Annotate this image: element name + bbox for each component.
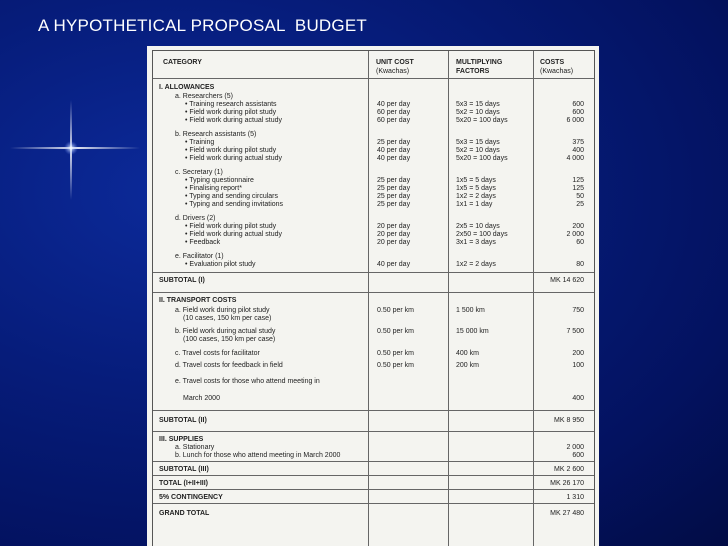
row-factor: 1x2 = 2 days (456, 193, 496, 200)
row-label: • Field work during pilot study (185, 147, 277, 154)
header-unit-cost: UNIT COST (376, 59, 414, 66)
row-unit-cost: 0.50 per km (377, 350, 414, 357)
row-divider (153, 461, 594, 462)
row-divider (153, 475, 594, 476)
row-factor: 5x3 = 15 days (456, 139, 500, 146)
row-label: d. Drivers (2) (175, 215, 216, 222)
row-cost: 80 (576, 261, 584, 268)
row-divider (153, 292, 594, 293)
row-label: • Finalising report* (185, 185, 242, 192)
row-cost: 400 (572, 395, 584, 402)
row-factor: 5x20 = 100 days (456, 155, 508, 162)
header-costs: COSTS (540, 59, 565, 66)
row-cost: 200 (572, 223, 584, 230)
row-label: • Typing and sending invitations (185, 201, 284, 208)
row-label: b. Field work during actual study (175, 328, 276, 335)
row-unit-cost: 0.50 per km (377, 307, 414, 314)
row-cost: 2 000 (566, 231, 584, 238)
row-cost: 2 000 (566, 444, 584, 451)
row-label: 5% CONTINGENCY (159, 494, 223, 501)
header-costs-sub: (Kwachas) (540, 68, 574, 75)
row-label: • Training research assistants (185, 101, 277, 108)
row-cost: MK 8 950 (554, 417, 584, 424)
row-cost: MK 26 170 (550, 480, 584, 487)
row-cost: 600 (572, 101, 584, 108)
row-unit-cost: 60 per day (377, 117, 411, 124)
row-cost: 600 (572, 109, 584, 116)
row-label: GRAND TOTAL (159, 510, 210, 517)
row-divider (153, 503, 594, 504)
row-unit-cost: 0.50 per km (377, 362, 414, 369)
row-label: • Field work during pilot study (185, 109, 277, 116)
row-label: b. Lunch for those who attend meeting in March 2000 (175, 452, 341, 459)
row-label: e. Facilitator (1) (175, 253, 224, 260)
column-divider (533, 51, 534, 546)
budget-document (147, 46, 599, 546)
row-factor: 2x50 = 100 days (456, 231, 508, 238)
row-cost: 4 000 (566, 155, 584, 162)
row-label: • Typing and sending circulars (185, 193, 278, 200)
row-factor: 5x3 = 15 days (456, 101, 500, 108)
row-label: c. Secretary (1) (175, 169, 223, 176)
row-cost: MK 14 620 (550, 277, 584, 284)
row-cost: 25 (576, 201, 584, 208)
header-multiplying: MULTIPLYING (456, 59, 503, 66)
row-label: a. Field work during pilot study (175, 307, 270, 314)
row-divider (153, 410, 594, 411)
row-factor: 400 km (456, 350, 479, 357)
row-cost: 400 (572, 147, 584, 154)
column-divider (368, 51, 369, 546)
row-cost: 375 (572, 139, 584, 146)
row-label: SUBTOTAL (I) (159, 277, 205, 284)
row-factor: 15 000 km (456, 328, 489, 335)
row-cost: 6 000 (566, 117, 584, 124)
row-unit-cost: 25 per day (377, 185, 411, 192)
header-divider (153, 78, 594, 79)
row-divider (153, 431, 594, 432)
row-label: a. Stationary (175, 444, 215, 451)
row-label: • Field work during actual study (185, 117, 282, 124)
row-unit-cost: 0.50 per km (377, 328, 414, 335)
row-cost: 100 (572, 362, 584, 369)
row-unit-cost: 25 per day (377, 139, 411, 146)
row-unit-cost: 20 per day (377, 231, 411, 238)
row-label: c. Travel costs for facilitator (175, 350, 260, 357)
row-label: I. ALLOWANCES (159, 84, 215, 91)
row-factor: 2x5 = 10 days (456, 223, 500, 230)
header-multiplying-sub: FACTORS (456, 68, 490, 75)
row-label: (100 cases, 150 km per case) (183, 336, 276, 343)
row-cost: 125 (572, 177, 584, 184)
slide-title: A HYPOTHETICAL PROPOSAL BUDGET (38, 16, 367, 35)
budget-table (152, 50, 595, 546)
row-label: b. Research assistants (5) (175, 131, 257, 138)
row-unit-cost: 40 per day (377, 155, 411, 162)
row-label: • Training (185, 139, 215, 146)
row-factor: 3x1 = 3 days (456, 239, 496, 246)
column-divider (448, 51, 449, 546)
row-cost: 750 (572, 307, 584, 314)
row-unit-cost: 60 per day (377, 109, 411, 116)
row-factor: 1x5 = 5 days (456, 177, 496, 184)
row-cost: 600 (572, 452, 584, 459)
row-label: (10 cases, 150 km per case) (183, 315, 272, 322)
row-label: March 2000 (183, 395, 220, 402)
row-factor: 1 500 km (456, 307, 485, 314)
row-factor: 5x2 = 10 days (456, 109, 500, 116)
row-label: • Typing questionnaire (185, 177, 254, 184)
row-label: TOTAL (I+II+III) (159, 480, 209, 487)
row-cost: 125 (572, 185, 584, 192)
row-cost: MK 2 600 (554, 466, 584, 473)
row-cost: 7 500 (566, 328, 584, 335)
row-cost: 50 (576, 193, 584, 200)
row-factor: 5x20 = 100 days (456, 117, 508, 124)
row-divider (153, 272, 594, 273)
row-factor: 5x2 = 10 days (456, 147, 500, 154)
row-label: SUBTOTAL (III) (159, 466, 209, 473)
row-factor: 1x2 = 2 days (456, 261, 496, 268)
header-category: CATEGORY (163, 59, 202, 66)
row-cost: MK 27 480 (550, 510, 584, 517)
row-cost: 200 (572, 350, 584, 357)
row-unit-cost: 25 per day (377, 193, 411, 200)
row-label: a. Researchers (5) (175, 93, 233, 100)
row-label: • Field work during actual study (185, 231, 282, 238)
row-label: II. TRANSPORT COSTS (159, 297, 237, 304)
row-label: d. Travel costs for feedback in field (175, 362, 283, 369)
row-label: • Field work during actual study (185, 155, 282, 162)
row-label: • Evaluation pilot study (185, 261, 256, 268)
row-cost: 60 (576, 239, 584, 246)
row-unit-cost: 40 per day (377, 101, 411, 108)
row-factor: 1x5 = 5 days (456, 185, 496, 192)
row-label: e. Travel costs for those who attend meeting in (175, 378, 320, 385)
row-label: III. SUPPLIES (159, 436, 204, 443)
row-factor: 1x1 = 1 day (456, 201, 493, 208)
row-label: SUBTOTAL (II) (159, 417, 207, 424)
row-divider (153, 489, 594, 490)
header-unit-cost-sub: (Kwachas) (376, 68, 410, 75)
row-unit-cost: 20 per day (377, 223, 411, 230)
row-unit-cost: 25 per day (377, 177, 411, 184)
row-unit-cost: 40 per day (377, 261, 411, 268)
row-unit-cost: 20 per day (377, 239, 411, 246)
row-unit-cost: 25 per day (377, 201, 411, 208)
row-label: • Field work during pilot study (185, 223, 277, 230)
row-label: • Feedback (185, 239, 221, 246)
row-factor: 200 km (456, 362, 479, 369)
row-cost: 1 310 (566, 494, 584, 501)
row-unit-cost: 40 per day (377, 147, 411, 154)
